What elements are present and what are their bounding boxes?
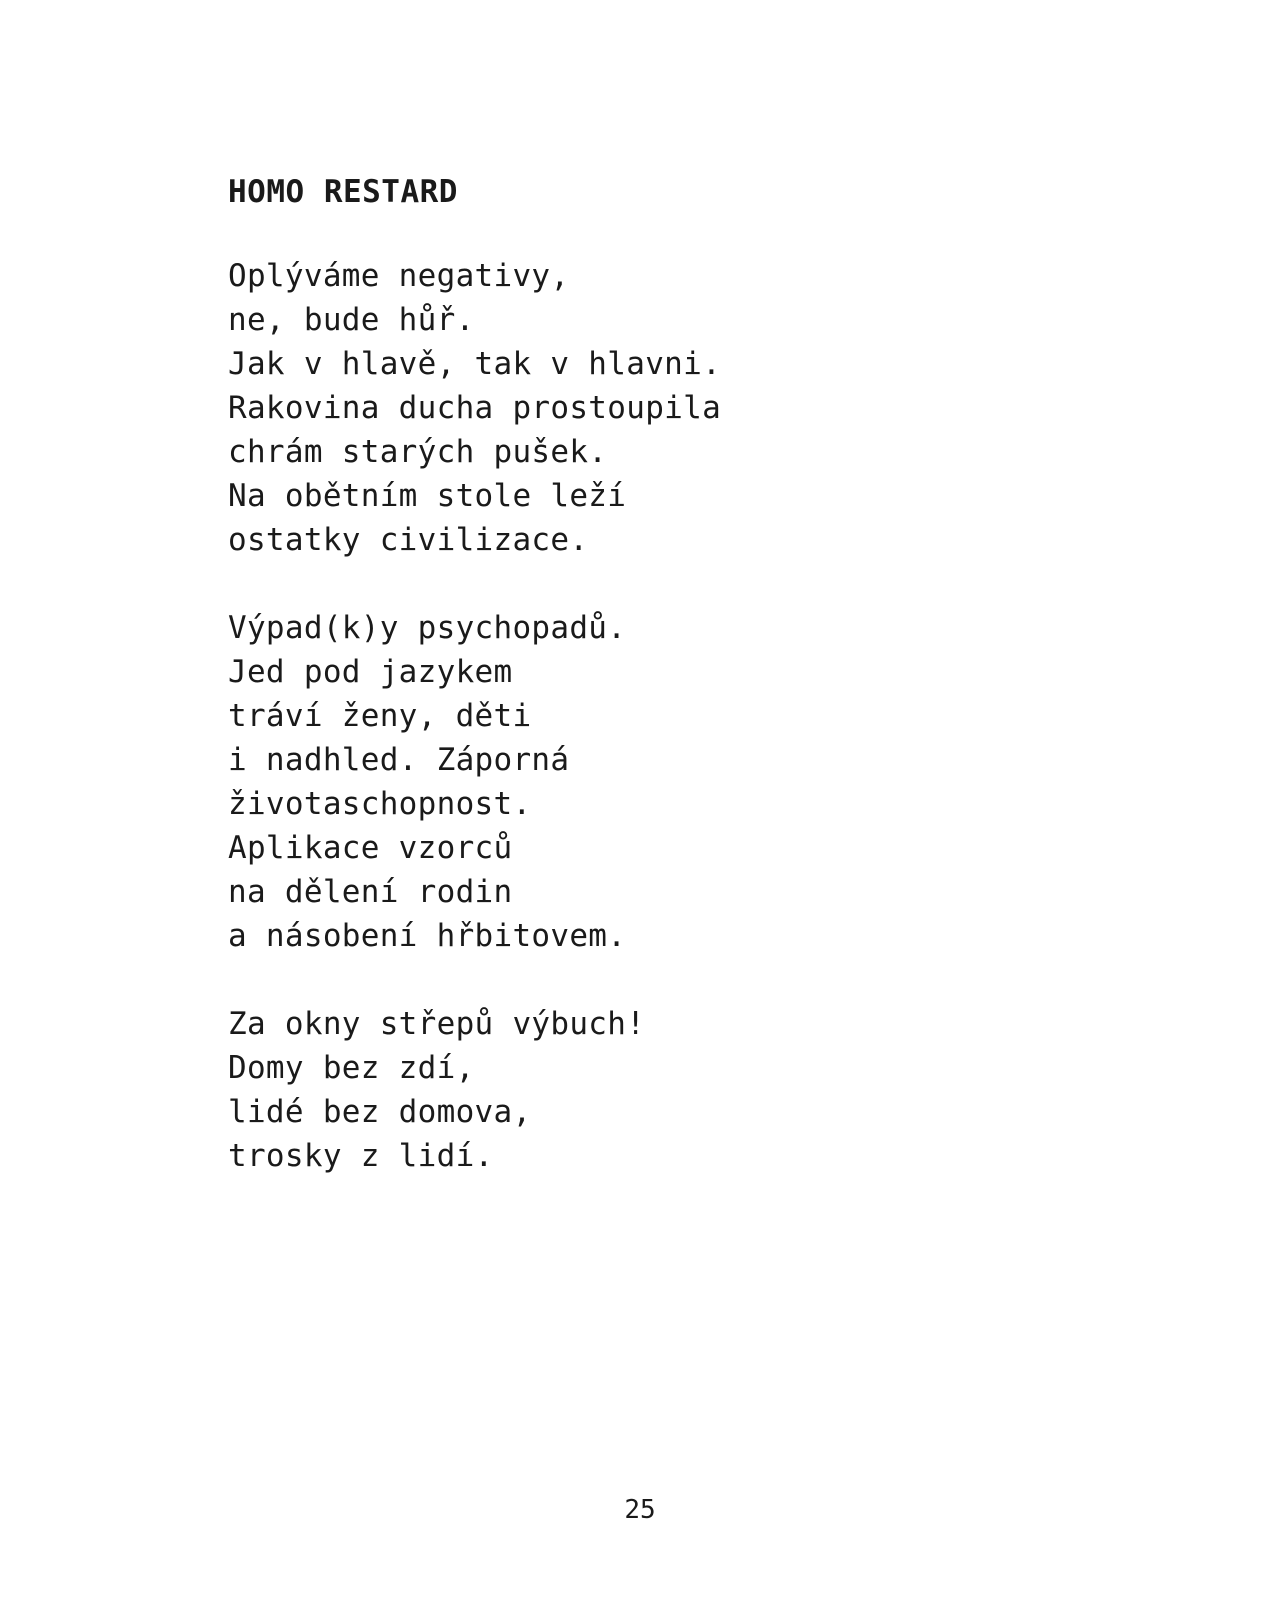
poem-line: lidé bez domova, (228, 1094, 532, 1130)
poem-line: Oplýváme negativy, (228, 258, 570, 294)
poem-line: tráví ženy, děti (228, 698, 532, 734)
poem-line: Domy bez zdí, (228, 1050, 475, 1086)
poem-line: i nadhled. Záporná (228, 742, 570, 778)
poem-line: Rakovina ducha prostoupila (228, 390, 722, 426)
poem-line: životaschopnost. (228, 786, 532, 822)
poem-line: Za okny střepů výbuch! (228, 1006, 646, 1042)
stanza-1 (228, 254, 1128, 562)
poem-line: chrám starých pušek. (228, 434, 608, 470)
poem-line: Na obětním stole leží (228, 478, 627, 514)
poem-title: HOMO RESTARD (228, 174, 458, 210)
poem-line: Jak v hlavě, tak v hlavni. (228, 346, 722, 382)
poem-line: ne, bude hůř. (228, 302, 475, 338)
poem-line: trosky z lidí. (228, 1138, 494, 1174)
poem (228, 170, 1128, 1222)
page-number: 25 (624, 1495, 656, 1525)
stanza-2 (228, 606, 1128, 958)
stanza-3 (228, 1002, 1128, 1178)
poem-line: Jed pod jazykem (228, 654, 513, 690)
poem-line: na dělení rodin (228, 874, 513, 910)
poem-line: Aplikace vzorců (228, 830, 513, 866)
poem-line: a násobení hřbitovem. (228, 918, 627, 954)
poem-line: Výpad(k)y psychopadů. (228, 610, 627, 646)
poem-line: ostatky civilizace. (228, 522, 589, 558)
